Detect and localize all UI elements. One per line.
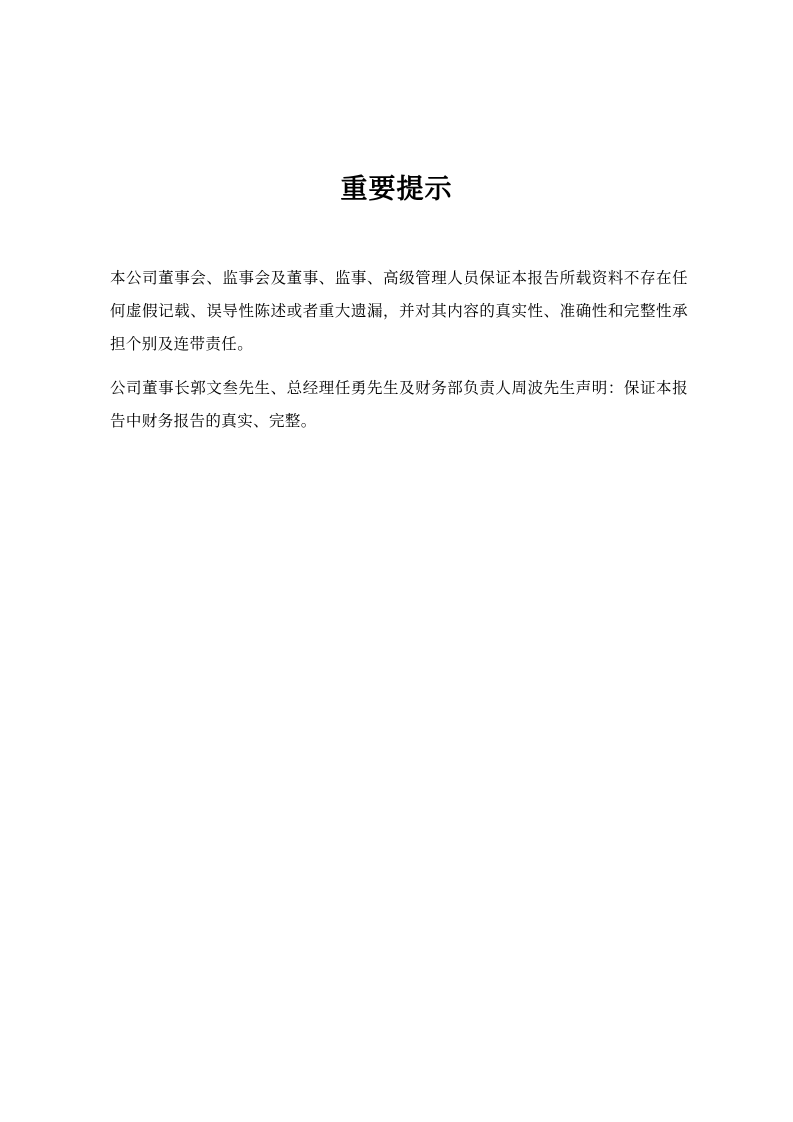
page-title: 重要提示 (340, 174, 453, 205)
paragraph-financial-report-declaration: 公司董事长郭文叁先生、总经理任勇先生及财务部负责人周波先生声明：保证本报告中财务报告的真实、完整。 (110, 379, 688, 430)
paragraph-responsibility-statement: 本公司董事会、监事会及董事、监事、高级管理人员保证本报告所载资料不存在任何虚假记载、误导性陈述或者重大遗漏，并对其内容的真实性、准确性和完整性承担个别及连带责任。 (110, 269, 688, 353)
